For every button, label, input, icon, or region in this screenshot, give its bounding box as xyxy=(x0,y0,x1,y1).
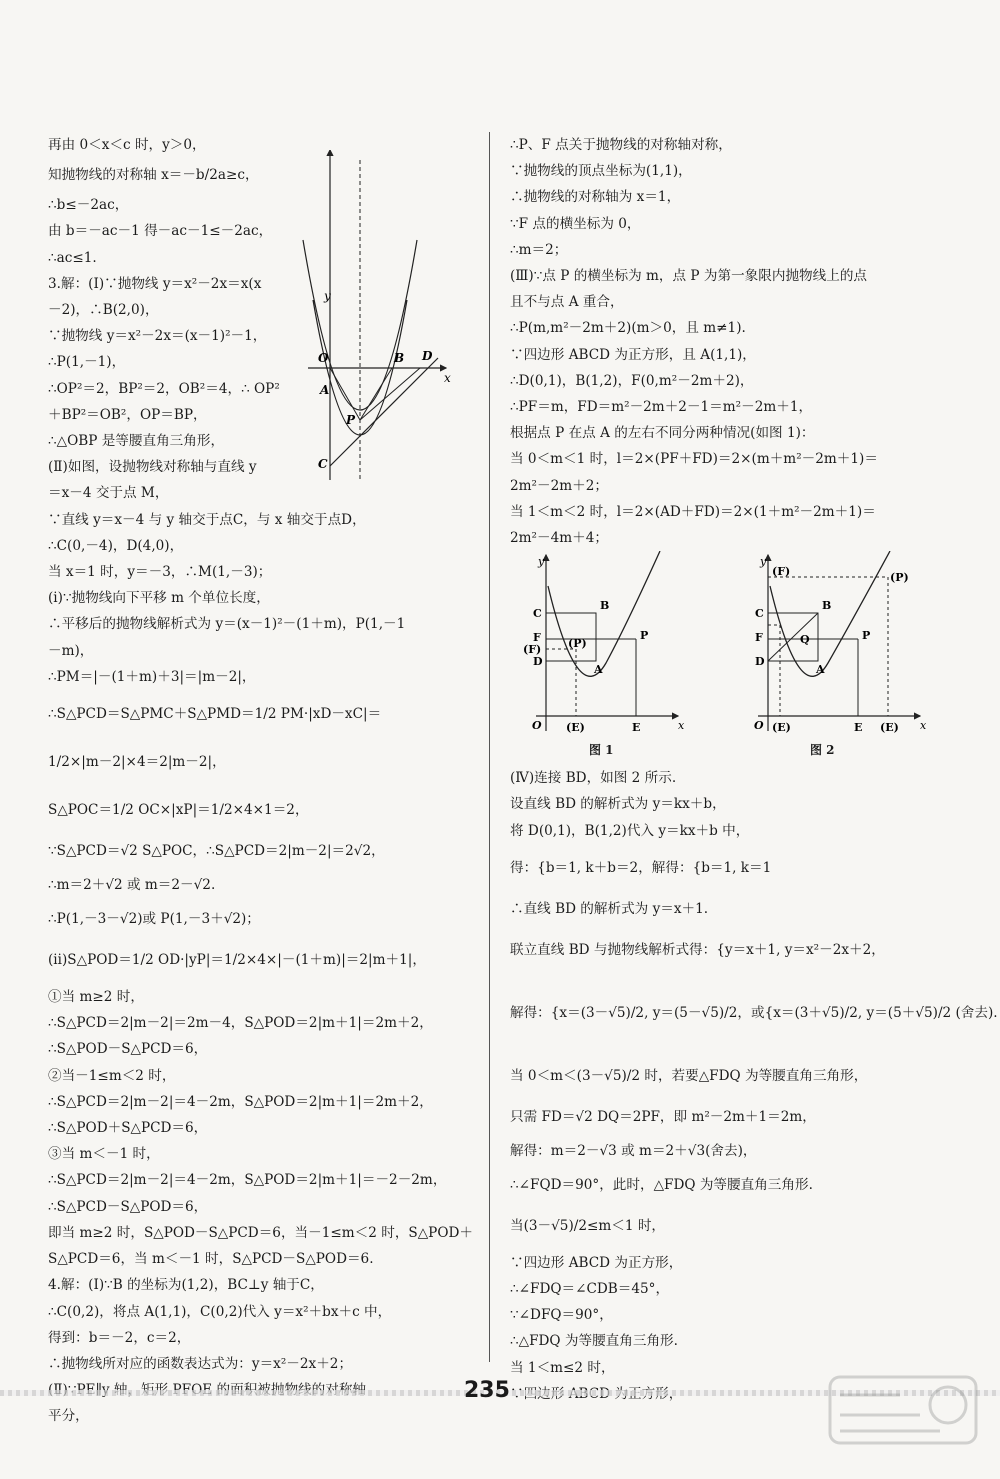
fig1-label-p: P xyxy=(640,629,649,643)
text-line: ∴P(1,－3－√2)或 P(1,－3＋√2)； xyxy=(48,911,260,928)
text-line: ∴P(1,－1)， xyxy=(48,354,126,371)
text-line: 2m²－4m＋4； xyxy=(510,530,608,547)
text-line: ∴P、F 点关于抛物线的对称轴对称， xyxy=(510,137,732,153)
label-p: P xyxy=(346,413,356,427)
fig1-label-c: C xyxy=(533,607,542,621)
fig2-label-a: A xyxy=(816,663,825,677)
fig2-label-e: E xyxy=(854,721,863,735)
fig2-label-c: C xyxy=(755,607,764,621)
text-line: 将 D(0,1)，B(1,2)代入 y＝kx＋b 中， xyxy=(510,822,750,839)
text-line: 只需 FD＝√2 DQ＝2PF，即 m²－2m＋1＝2m， xyxy=(510,1108,816,1125)
text-line: ∵抛物线 y＝x²－2x＝(x－1)²－1， xyxy=(48,328,267,345)
text-line: 3.解：(Ⅰ)∵抛物线 y＝x²－2x＝x(x xyxy=(48,275,262,292)
text-line: S△PCD＝6，当 m＜－1 时，S△PCD－S△POD＝6. xyxy=(48,1251,374,1268)
fig1-parabola xyxy=(548,551,660,676)
column-divider xyxy=(489,132,490,1362)
text-line: S△POC＝1/2 OC×|xP|＝1/2×4×1＝2， xyxy=(48,802,309,819)
fig2-label-p-top: (P) xyxy=(890,571,909,585)
label-y: y xyxy=(324,289,331,303)
fig1-label-f: F xyxy=(533,631,541,645)
text-line: ∴∠FDQ＝∠CDB＝45°， xyxy=(510,1281,670,1298)
line-cd xyxy=(330,358,438,466)
fig2-label-y: y xyxy=(760,555,767,569)
text-line: ∴△FDQ 为等腰直角三角形. xyxy=(510,1333,678,1350)
fig2-label-o: O xyxy=(754,719,764,733)
text-line: 即当 m≥2 时，S△POD－S△PCD＝6，当－1≤m＜2 时，S△POD＋ xyxy=(48,1224,473,1241)
text-line: ②当－1≤m＜2 时， xyxy=(48,1067,176,1084)
text-line: 联立直线 BD 与抛物线解析式得：{y＝x＋1, y＝x²－2x＋2， xyxy=(510,941,885,958)
text-line: ∴OP²＝2，BP²＝2，OB²＝4，∴ OP² xyxy=(48,380,280,397)
text-line: 得到：b＝－2，c＝2， xyxy=(48,1329,191,1346)
fig1-label-f-alt: (F) xyxy=(523,643,542,657)
text-line: ∴抛物线所对应的函数表达式为：y＝x²－2x＋2； xyxy=(48,1355,353,1372)
text-line: ∴PM＝|－(1＋m)＋3|＝|m－2|， xyxy=(48,668,256,685)
text-line: ∴∠FQD＝90°，此时，△FDQ 为等腰直角三角形. xyxy=(510,1176,813,1193)
text-line: 设直线 BD 的解析式为 y＝kx＋b， xyxy=(510,796,726,813)
text-line: ∴m＝2＋√2 或 m＝2－√2. xyxy=(48,877,216,894)
fig2-label-e-right: (E) xyxy=(880,721,899,735)
text-line: －2)，∴B(2,0)， xyxy=(48,302,159,319)
text-line: ∵直线 y＝x－4 与 y 轴交于点C，与 x 轴交于点D， xyxy=(48,511,366,528)
fig1-label-d: D xyxy=(533,655,543,669)
label-c: C xyxy=(318,457,328,471)
fig2-label-q: Q xyxy=(800,633,810,647)
fig2-label-d: D xyxy=(755,655,765,669)
fig1-label-b: B xyxy=(600,599,610,613)
fig2-label-f-top: (F) xyxy=(772,565,791,579)
text-line: ∴m＝2； xyxy=(510,241,568,258)
fig1-label-x: x xyxy=(678,719,685,733)
text-line: ∵S△PCD＝√2 S△POC，∴S△PCD＝2|m－2|＝2√2， xyxy=(48,843,385,860)
right-column xyxy=(510,132,998,1407)
text-line: 当 x＝1 时，y＝－3，∴M(1,－3)； xyxy=(48,564,272,581)
text-line: ＝x－4 交于点 M， xyxy=(48,485,169,502)
text-line: (Ⅳ)连接 BD，如图 2 所示. xyxy=(510,770,677,787)
segment-pd xyxy=(360,368,420,420)
text-line: ∴b≤－2ac， xyxy=(48,197,129,214)
text-line: －m)， xyxy=(48,642,94,659)
text-line: ∴S△POD＋S△PCD＝6， xyxy=(48,1120,208,1137)
fig1-label-e: E xyxy=(632,721,641,735)
text-line: 当(3－√5)/2≤m＜1 时， xyxy=(510,1217,666,1234)
text-line: ∵抛物线的顶点坐标为(1,1)， xyxy=(510,163,692,180)
label-o: O xyxy=(318,351,329,365)
fig1-label-y: y xyxy=(538,555,545,569)
problem3-figure xyxy=(268,150,458,490)
text-line: ∴C(0,2)，将点 A(1,1)，C(0,2)代入 y＝x²＋bx＋c 中， xyxy=(48,1303,392,1320)
fig1-label-o: O xyxy=(532,719,542,733)
text-line: ∴直线 BD 的解析式为 y＝x＋1. xyxy=(510,900,709,917)
text-line: ∵四边形 ABCD 为正方形，且 A(1,1)， xyxy=(510,346,756,363)
text-line: 解得：{x＝(3－√5)/2, y＝(5－√5)/2，或{x＝(3＋√5)/2, y＝(5＋√5)/2 (舍去). xyxy=(510,1004,998,1021)
text-line: (ⅰ)∵抛物线向下平移 m 个单位长度， xyxy=(48,590,270,607)
text-line: 得：{b＝1, k＋b＝2，解得：{b＝1, k＝1 xyxy=(510,859,772,876)
text-line: 2m²－2m＋2； xyxy=(510,477,608,494)
text-line: ∴平移后的抛物线解析式为 y＝(x－1)²－(1＋m)，P(1,－1 xyxy=(48,616,406,633)
figure-2 xyxy=(740,551,930,741)
label-a: A xyxy=(320,383,330,397)
fig2-label-f: F xyxy=(755,631,763,645)
text-line: 当 0＜m＜1 时，l＝2×(PF＋FD)＝2×(m＋m²－2m＋1)＝ xyxy=(510,451,878,468)
text-line: 平分， xyxy=(48,1408,89,1425)
text-line: ∴S△PCD＝2|m－2|＝4－2m，S△POD＝2|m＋1|＝－2－2m， xyxy=(48,1172,447,1189)
fig1-label-a: A xyxy=(594,663,603,677)
text-line: ∴△OBP 是等腰直角三角形， xyxy=(48,433,225,450)
text-line: ∴S△PCD＝S△PMC＋S△PMD＝1/2 PM·|xD－xC|＝ xyxy=(48,706,382,723)
text-line: 当 0＜m＜(3－√5)/2 时，若要△FDQ 为等腰直角三角形， xyxy=(510,1067,868,1084)
text-line: 根据点 P 在点 A 的左右不同分两种情况(如图 1)： xyxy=(510,425,815,442)
text-line: ∴S△POD－S△PCD＝6， xyxy=(48,1041,208,1058)
text-line: 再由 0＜x＜c 时，y＞0， xyxy=(48,137,206,153)
text-line: ∴ac≤1. xyxy=(48,249,97,266)
figure-1-caption: 图 1 xyxy=(589,743,614,758)
text-line: 知抛物线的对称轴 x＝－b/2a≥c， xyxy=(48,167,259,184)
text-line: ∵∠DFQ＝90°， xyxy=(510,1307,613,1324)
text-line: 1/2×|m－2|×4＝2|m－2|， xyxy=(48,754,226,771)
text-line: ∴抛物线的对称轴为 x＝1， xyxy=(510,189,681,206)
fig2-bd xyxy=(768,613,818,661)
figure-2-caption: 图 2 xyxy=(810,743,835,758)
fig2-label-x: x xyxy=(920,719,927,733)
text-line: (Ⅲ)∵点 P 的横坐标为 m，点 P 为第一象限内抛物线上的点 xyxy=(510,268,868,285)
text-line: ∴C(0,－4)，D(4,0)， xyxy=(48,537,184,554)
text-line: ∴P(m,m²－2m＋2)(m＞0，且 m≠1). xyxy=(510,320,746,337)
text-line: ∴S△PCD＝2|m－2|＝4－2m，S△POD＝2|m＋1|＝2m＋2， xyxy=(48,1093,433,1110)
fig1-label-p-alt: (P) xyxy=(568,637,587,651)
label-d: D xyxy=(422,349,433,363)
text-line: 且不与点 A 重合， xyxy=(510,294,624,311)
watermark-logo-icon xyxy=(828,1375,978,1445)
label-x: x xyxy=(444,371,451,385)
text-line: ③当 m＜－1 时， xyxy=(48,1146,160,1163)
segment-pb xyxy=(360,368,392,420)
text-line: (Ⅱ)如图，设抛物线对称轴与直线 y xyxy=(48,459,257,476)
text-line: ∴S△PCD－S△POD＝6， xyxy=(48,1198,208,1215)
page-number: 235 xyxy=(464,1378,510,1403)
text-line: 解得：m＝2－√3 或 m＝2＋√3(舍去)， xyxy=(510,1142,757,1159)
text-line: 由 b＝－ac－1 得－ac－1≤－2ac， xyxy=(48,223,273,240)
text-line: 当 1＜m＜2 时，l＝2×(AD＋FD)＝2×(1＋m²－2m＋1)＝ xyxy=(510,503,876,520)
fig2-label-p: P xyxy=(862,629,871,643)
text-line: (ⅱ)S△POD＝1/2 OD·|yP|＝1/2×4×|－(1＋m)|＝2|m＋1|， xyxy=(48,952,426,969)
figure-1 xyxy=(518,551,688,741)
fig2-label-e-alt: (E) xyxy=(772,721,791,735)
text-line: ∴S△PCD＝2|m－2|＝2m－4，S△POD＝2|m＋1|＝2m＋2， xyxy=(48,1015,433,1032)
text-line: ∴PF＝m，FD＝m²－2m＋2－1＝m²－2m＋1， xyxy=(510,399,813,416)
text-line: 4.解：(Ⅰ)∵B 的坐标为(1,2)，BC⊥y 轴于C， xyxy=(48,1277,324,1294)
text-line: ①当 m≥2 时， xyxy=(48,989,144,1006)
text-line: ＋BP²＝OB²，OP＝BP， xyxy=(48,406,207,423)
figures-row xyxy=(510,551,952,765)
label-b: B xyxy=(394,351,405,365)
fig1-label-e-alt: (E) xyxy=(566,721,585,735)
text-line: ∴D(0,1)，B(1,2)，F(0,m²－2m＋2)， xyxy=(510,372,754,389)
fig2-label-b: B xyxy=(822,599,832,613)
text-line: 当 1＜m≤2 时， xyxy=(510,1359,615,1376)
text-line: ∵四边形 ABCD 为正方形， xyxy=(510,1254,683,1271)
text-line: ∵F 点的横坐标为 0， xyxy=(510,215,641,232)
